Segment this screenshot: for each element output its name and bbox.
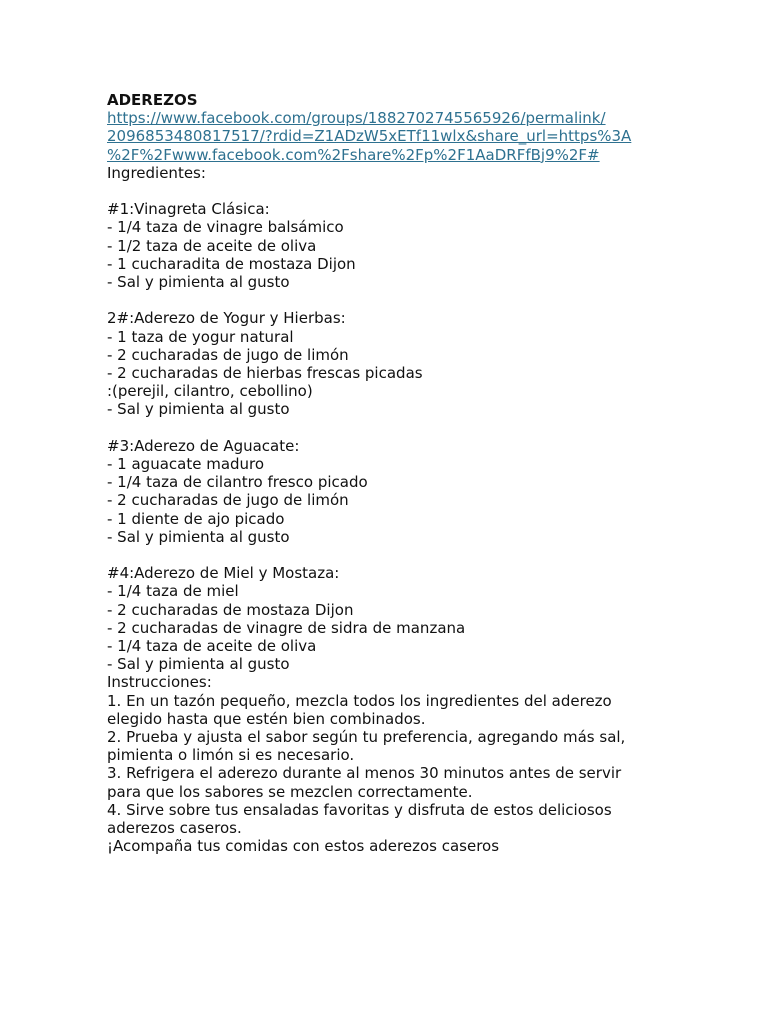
ingredient-item: - 2 cucharadas de hierbas frescas picadas (107, 364, 423, 383)
ingredient-item: - 2 cucharadas de jugo de limón (107, 491, 349, 510)
ingredient-item: - Sal y pimienta al gusto (107, 527, 290, 546)
spacer (107, 546, 747, 564)
ingredient-item: - 1 diente de ajo picado (107, 509, 285, 528)
ingredient-item: - 1/2 taza de aceite de oliva (107, 236, 317, 255)
ingredient-item: - 2 cucharadas de mostaza Dijon (107, 600, 354, 619)
recipe-heading: #3:Aderezo de Aguacate: (107, 436, 300, 455)
ingredient-item: - 1/4 taza de miel (107, 582, 239, 601)
instruction-line: 3. Refrigera el aderezo durante al menos 30 minutos antes de servir (107, 764, 622, 783)
instruction-line: elegido hasta que estén bien combinados. (107, 709, 426, 728)
instruction-line: pimienta o limón si es necesario. (107, 746, 355, 765)
closing-line: ¡Acompaña tus comidas con estos aderezos caseros (107, 837, 500, 856)
ingredient-item: - 1 cucharadita de mostaza Dijon (107, 254, 356, 273)
spacer (107, 291, 747, 309)
ingredient-item: - 1/4 taza de aceite de oliva (107, 637, 317, 656)
instruction-line: 4. Sirve sobre tus ensaladas favoritas y disfruta de estos deliciosos (107, 800, 612, 819)
spacer (107, 182, 747, 200)
ingredient-item: - 2 cucharadas de vinagre de sidra de manzana (107, 618, 466, 637)
facebook-link-line-3[interactable]: %2F%2Fwww.facebook.com%2Fshare%2Fp%2F1AaDRFfBj9%2F# (107, 145, 600, 164)
document-body (107, 91, 747, 855)
facebook-link-line-1[interactable]: https://www.facebook.com/groups/1882702745565926/permalink/ (107, 109, 606, 128)
ingredient-item: - Sal y pimienta al gusto (107, 655, 290, 674)
instructions-heading: Instrucciones: (107, 673, 212, 692)
recipe-heading: 2#:Aderezo de Yogur y Hierbas: (107, 309, 346, 328)
ingredient-item: :(perejil, cilantro, cebollino) (107, 382, 313, 401)
ingredient-item: - 1 taza de yogur natural (107, 327, 294, 346)
ingredients-heading: Ingredientes: (107, 163, 206, 182)
facebook-link-line-2[interactable]: 2096853480817517/?rdid=Z1ADzW5xETf11wlx&share_url=https%3A (107, 127, 632, 146)
recipe-heading: #1:Vinagreta Clásica: (107, 200, 270, 219)
recipe-heading: #4:Aderezo de Miel y Mostaza: (107, 564, 340, 583)
ingredient-item: - 2 cucharadas de jugo de limón (107, 345, 349, 364)
ingredient-item: - 1/4 taza de cilantro fresco picado (107, 473, 368, 492)
spacer (107, 419, 747, 437)
document-title: ADEREZOS (107, 91, 198, 109)
ingredient-item: - Sal y pimienta al gusto (107, 400, 290, 419)
ingredient-item: - Sal y pimienta al gusto (107, 273, 290, 292)
ingredient-item: - 1 aguacate maduro (107, 455, 265, 474)
instruction-line: 2. Prueba y ajusta el sabor según tu preferencia, agregando más sal, (107, 728, 626, 747)
instruction-line: para que los sabores se mezclen correctamente. (107, 782, 473, 801)
instruction-line: aderezos caseros. (107, 819, 242, 838)
ingredient-item: - 1/4 taza de vinagre balsámico (107, 218, 344, 237)
instruction-line: 1. En un tazón pequeño, mezcla todos los ingredientes del aderezo (107, 691, 612, 710)
